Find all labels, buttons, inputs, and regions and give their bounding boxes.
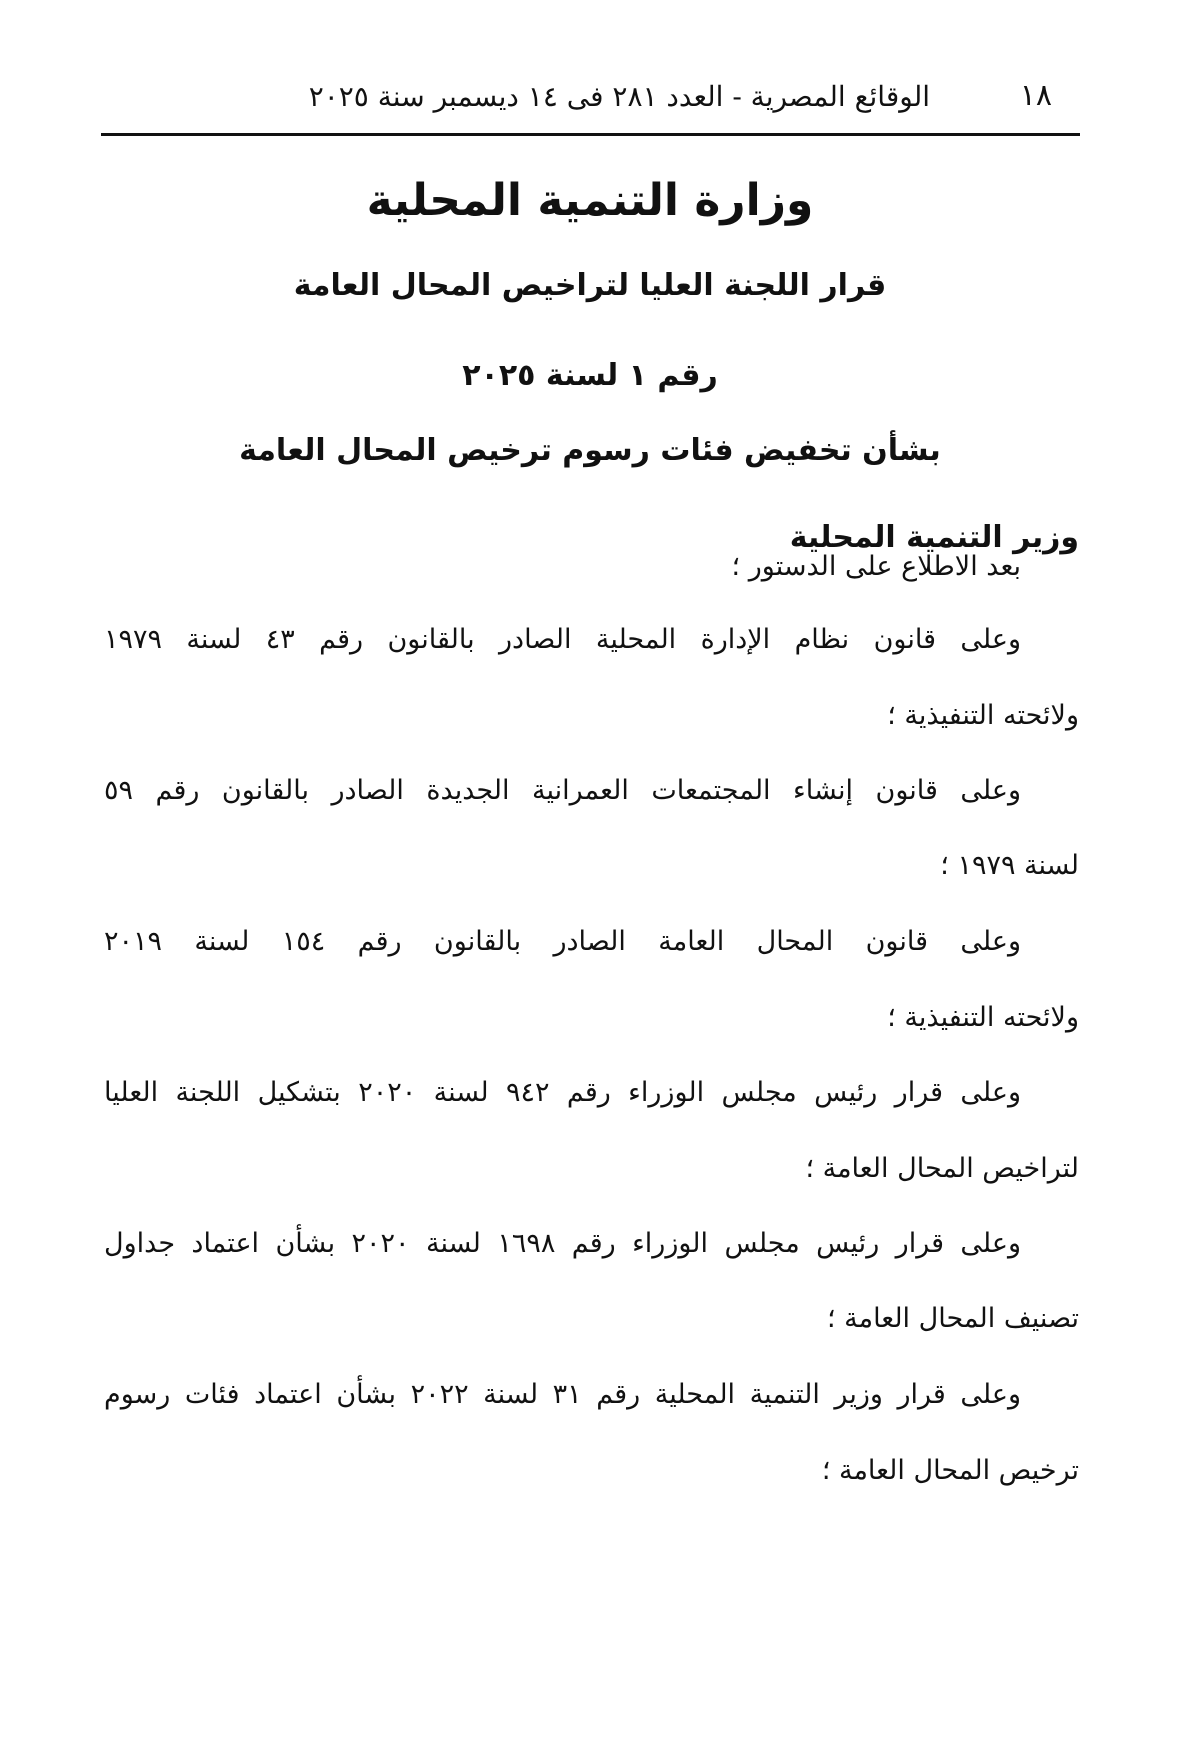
header-divider: [101, 133, 1080, 136]
page-number: ١٨: [1019, 78, 1052, 113]
preamble-line: وعلى قرار وزير التنمية المحلية رقم ٣١ لسنة ٢٠٢٢ بشأن اعتماد فئات رسوم: [104, 1379, 1021, 1410]
preamble-line: وعلى قانون نظام الإدارة المحلية الصادر بالقانون رقم ٤٣ لسنة ١٩٧٩: [104, 624, 1021, 655]
preamble-line-continued: ترخيص المحال العامة ؛: [821, 1455, 1079, 1486]
page-header: [100, 72, 1080, 122]
preamble-line: وعلى قانون المحال العامة الصادر بالقانون رقم ١٥٤ لسنة ٢٠١٩: [104, 926, 1021, 957]
minister-heading: وزير التنمية المحلية: [789, 520, 1079, 555]
preamble-line-continued: لتراخيص المحال العامة ؛: [805, 1153, 1079, 1184]
decision-number: رقم ١ لسنة ٢٠٢٥: [462, 358, 718, 393]
gazette-issue-line: الوقائع المصرية - العدد ٢٨١ فى ١٤ ديسمبر سنة ٢٠٢٥: [308, 80, 930, 113]
ministry-title: وزارة التنمية المحلية: [366, 175, 814, 226]
preamble-line-continued: لسنة ١٩٧٩ ؛: [940, 850, 1079, 881]
preamble-line: بعد الاطلاع على الدستور ؛: [731, 551, 1021, 582]
preamble-line: وعلى قرار رئيس مجلس الوزراء رقم ٩٤٢ لسنة ٢٠٢٠ بتشكيل اللجنة العليا: [104, 1077, 1021, 1108]
preamble-line: وعلى قرار رئيس مجلس الوزراء رقم ١٦٩٨ لسنة ٢٠٢٠ بشأن اعتماد جداول: [104, 1228, 1022, 1259]
preamble-line-continued: ولائحته التنفيذية ؛: [887, 1002, 1079, 1033]
decision-title: قرار اللجنة العليا لتراخيص المحال العامة: [293, 268, 887, 303]
preamble-line: وعلى قانون إنشاء المجتمعات العمرانية الجديدة الصادر بالقانون رقم ٥٩: [104, 775, 1021, 806]
preamble-line-continued: ولائحته التنفيذية ؛: [887, 700, 1079, 731]
preamble-line-continued: تصنيف المحال العامة ؛: [826, 1303, 1079, 1334]
decision-subject: بشأن تخفيض فئات رسوم ترخيص المحال العامة: [239, 433, 941, 468]
